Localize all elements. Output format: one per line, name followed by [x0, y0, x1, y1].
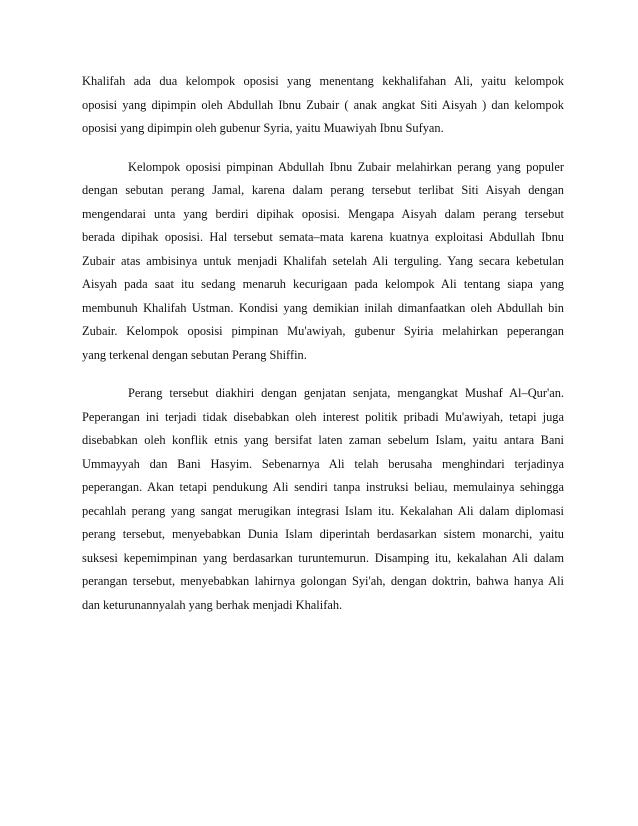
text-line: oposisi yang dipimpin oleh Abdullah Ibnu Zubair ( anak angkat Siti Aisyah ) dan kelompok [82, 97, 564, 112]
body-text [82, 70, 564, 632]
text-line: dan keturunannyalah yang berhak menjadi Khalifah. [82, 597, 343, 612]
paragraph-1 [82, 70, 564, 141]
text-line: Peperangan ini terjadi tidak disebabkan oleh interest politik pribadi Mu'awiyah, tetapi juga [82, 409, 564, 424]
text-line: oposisi yang dipimpin oleh gubenur Syria, yaitu Muawiyah Ibnu Sufyan. [82, 121, 444, 135]
text-line: Ummayyah dan Bani Hasyim. Sebenarnya Ali telah berusaha menghindari terjadinya [82, 456, 564, 471]
text-line: Zubair. Kelompok oposisi pimpinan Mu'awiyah, gubenur Syiria melahirkan peperangan [82, 324, 564, 338]
text-line: berada dipihak oposisi. Hal tersebut semata–mata karena kuatnya exploitasi Abdullah Ibnu [82, 230, 564, 244]
text-line: Aisyah pada saat itu sedang menaruh kecurigaan pada kelompok Ali tentang siapa yang [82, 277, 564, 291]
paragraph-3 [82, 382, 564, 617]
text-line: Kelompok oposisi pimpinan Abdullah Ibnu Zubair melahirkan perang yang populer [128, 159, 564, 174]
text-line: Zubair atas ambisinya untuk menjadi Khalifah setelah Ali terguling. Yang secara kebetulan [82, 253, 564, 268]
text-line: pecahlah perang yang sangat merugikan integrasi Islam itu. Kekalahan Ali dalam diplomasi [82, 503, 564, 518]
text-line: membunuh Khalifah Ustman. Kondisi yang demikian inilah dimanfaatkan oleh Abdullah bin [82, 300, 564, 315]
text-line: yang terkenal dengan sebutan Perang Shiffin. [82, 347, 307, 362]
text-line: Perang tersebut diakhiri dengan genjatan senjata, mengangkat Mushaf Al–Qur'an. [128, 386, 564, 400]
text-line: mengendarai unta yang berdiri dipihak oposisi. Mengapa Aisyah dalam perang tersebut [82, 206, 564, 221]
text-line: dengan sebutan perang Jamal, karena dalam perang tersebut terlibat Siti Aisyah dengan [82, 183, 564, 197]
paragraph-2 [82, 156, 564, 368]
text-line: Khalifah ada dua kelompok oposisi yang menentang kekhalifahan Ali, yaitu kelompok [82, 74, 564, 88]
text-line: perang tersebut, menyebabkan Dunia Islam diperintah berdasarkan sistem monarchi, yaitu [82, 527, 564, 541]
text-line: peperangan. Akan tetapi pendukung Ali sendiri tanpa instruksi beliau, memulainya sehingga [82, 480, 564, 494]
text-line: perangan tersebut, menyebabkan lahirnya golongan Syi'ah, dengan doktrin, bahwa hanya Ali [82, 574, 564, 588]
text-line: suksesi kepemimpinan yang berdasarkan turuntemurun. Disamping itu, kekalahan Ali dalam [82, 550, 564, 565]
text-line: disebabkan oleh konflik etnis yang bersifat laten zaman sebelum Islam, yaitu antara Bani [82, 433, 564, 447]
